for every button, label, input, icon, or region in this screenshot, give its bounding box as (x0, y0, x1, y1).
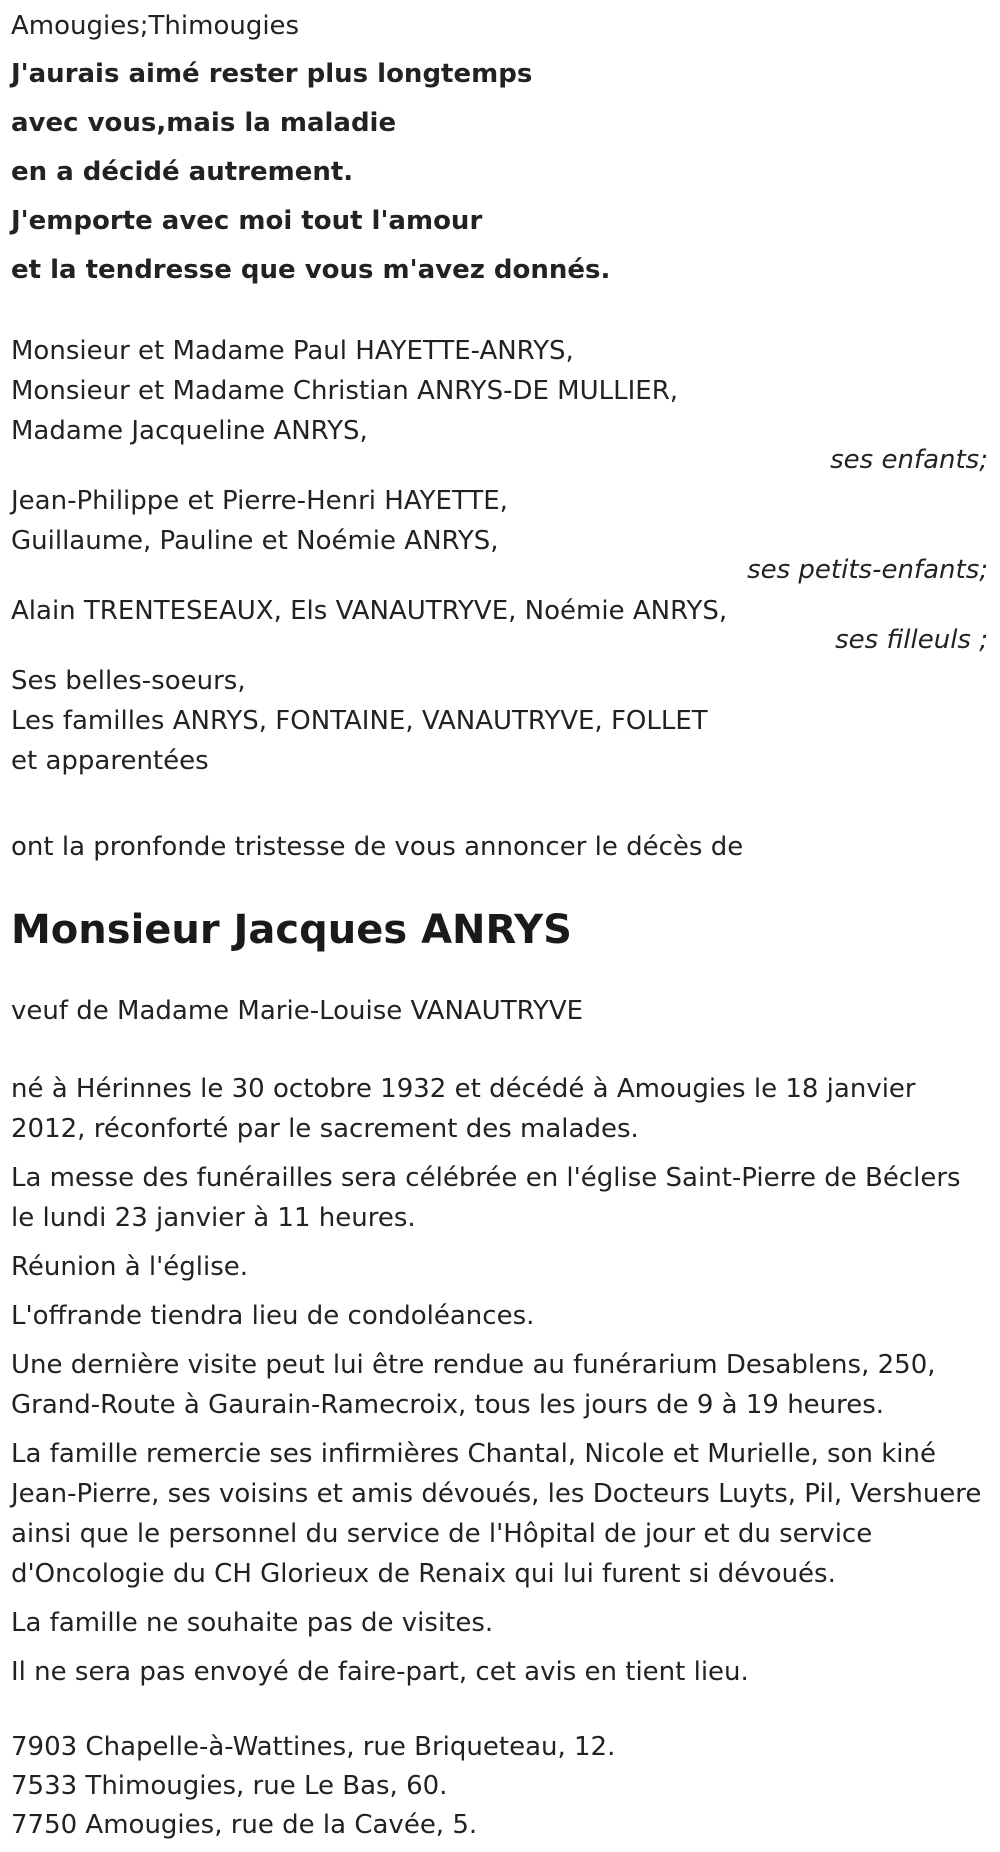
poem-line: et la tendresse que vous m'avez donnés. (11, 255, 611, 285)
details-section (11, 1069, 991, 1692)
poem-line: avec vous,mais la maladie (11, 108, 397, 138)
children-role: ses enfants; (830, 445, 988, 475)
no-visits-paragraph: La famille ne souhaite pas de visites. (11, 1608, 494, 1638)
godchildren-group (11, 591, 991, 653)
children-group (11, 331, 991, 473)
family-name-line: Monsieur et Madame Paul HAYETTE-ANRYS, (11, 336, 574, 366)
thanks-paragraph: La famille remercie ses infirmières Chantal, Nicole et Murielle, son kiné Jean-Pierre, ses voisins et amis dévoués, les Docteurs Luyts, Pil, Vershuere ainsi que le personnel du service de l'Hôpital de jour et du service d'Oncologie du CH Glorieux de Renaix qui lui furent si dévoués. (11, 1439, 982, 1589)
address-line: 7533 Thimougies, rue Le Bas, 60. (11, 1771, 448, 1801)
poem-line: J'emporte avec moi tout l'amour (11, 206, 483, 236)
address-block (11, 1728, 991, 1845)
widower-of: veuf de Madame Marie-Louise VANAUTRYVE (11, 996, 584, 1026)
grandchildren-group (11, 481, 991, 583)
birth-death-paragraph: né à Hérinnes le 30 octobre 1932 et décédé à Amougies le 18 janvier 2012, réconforté par le sacrement des malades. (11, 1074, 916, 1144)
family-name-line: Alain TRENTESEAUX, Els VANAUTRYVE, Noémie ANRYS, (11, 596, 728, 626)
place-header: Amougies;Thimougies (11, 11, 300, 41)
poem-line: en a décidé autrement. (11, 157, 354, 187)
notice-paragraph: Il ne sera pas envoyé de faire-part, cet avis en tient lieu. (11, 1657, 749, 1687)
family-name-line: et apparentées (11, 746, 209, 776)
grandchildren-role: ses petits-enfants; (747, 555, 988, 585)
family-name-line: Les familles ANRYS, FONTAINE, VANAUTRYVE, FOLLET (11, 706, 708, 736)
offering-paragraph: L'offrande tiendra lieu de condoléances. (11, 1301, 535, 1331)
other-family-group (11, 661, 991, 781)
address-line: 7750 Amougies, rue de la Cavée, 5. (11, 1810, 478, 1840)
announcement-text: ont la pronfonde tristesse de vous annoncer le décès de (11, 832, 744, 862)
obituary-notice (11, 8, 991, 1845)
visit-paragraph: Une dernière visite peut lui être rendue au funérarium Desablens, 250, Grand-Route à Gaurain-Ramecroix, tous les jours de 9 à 19 heures. (11, 1350, 936, 1420)
godchildren-role: ses filleuls ; (835, 625, 988, 655)
family-name-line: Jean-Philippe et Pierre-Henri HAYETTE, (11, 486, 508, 516)
family-name-line: Monsieur et Madame Christian ANRYS-DE MULLIER, (11, 376, 679, 406)
address-line: 7903 Chapelle-à-Wattines, rue Briqueteau, 12. (11, 1732, 616, 1762)
family-name-line: Madame Jacqueline ANRYS, (11, 416, 368, 446)
meeting-paragraph: Réunion à l'église. (11, 1252, 249, 1282)
family-name-line: Ses belles-soeurs, (11, 666, 246, 696)
family-name-line: Guillaume, Pauline et Noémie ANRYS, (11, 526, 499, 556)
deceased-name: Monsieur Jacques ANRYS (11, 907, 572, 953)
poem (11, 50, 991, 295)
poem-line: J'aurais aimé rester plus longtemps (11, 59, 533, 89)
funeral-mass-paragraph: La messe des funérailles sera célébrée en l'église Saint-Pierre de Béclers le lundi 23 janvier à 11 heures. (11, 1163, 961, 1233)
